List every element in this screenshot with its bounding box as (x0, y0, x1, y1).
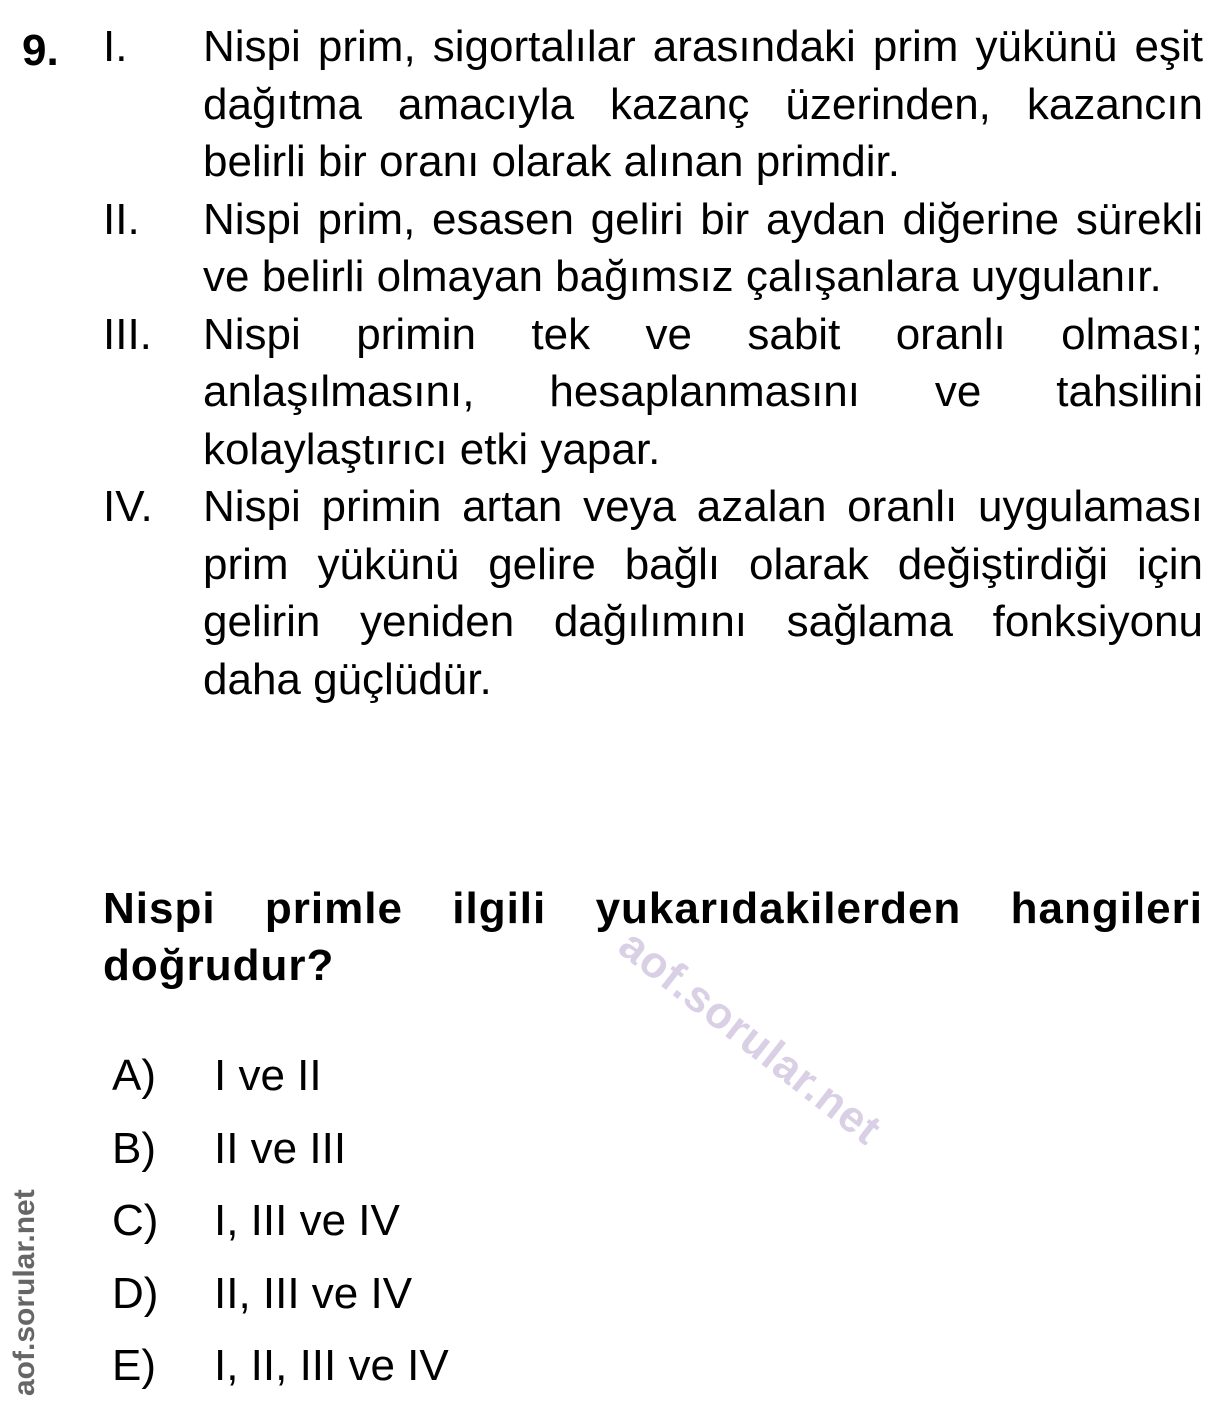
question-prompt: Nispi primle ilgili yukarıdakilerden hangileri doğrudur? (103, 884, 1203, 990)
statement-text: Nispi prim, sigortalılar arasındaki prim yükünü eşit dağıtma amacıyla kazanç üzerinden, kazancın belirli bir oranı olarak alınan primdir. (203, 22, 1203, 186)
answer-option-d[interactable] (112, 1258, 449, 1331)
statement-text: Nispi primin artan veya azalan oranlı uygulaması prim yükünü gelire bağlı olarak değiştirdiği için gelirin yeniden dağılımını sağlama fonksiyonu daha güçlüdür. (203, 482, 1203, 704)
statement-text: Nispi primin tek ve sabit oranlı olması; anlaşılmasını, hesaplanmasını ve tahsilini kolaylaştırıcı etki yapar. (203, 309, 1203, 474)
answer-option-c[interactable] (112, 1185, 449, 1258)
option-text: I, III ve IV (214, 1196, 400, 1245)
statement-numeral: I. (103, 22, 128, 71)
side-watermark: aof.sorular.net (8, 1189, 41, 1396)
option-text: I, II, III ve IV (214, 1341, 449, 1390)
answer-options (112, 1040, 449, 1403)
option-letter: A) (112, 1051, 156, 1100)
statement-numeral: IV. (103, 482, 153, 531)
statement-item (103, 306, 1203, 479)
statement-text: Nispi prim, esasen geliri bir aydan diğerine sürekli ve belirli olmayan bağımsız çalışanlara uygulanır. (203, 194, 1203, 301)
statement-item (103, 18, 1203, 191)
option-letter: C) (112, 1196, 159, 1245)
diagonal-watermark: aof.sorular.net (609, 920, 891, 1155)
option-text: II, III ve IV (214, 1268, 413, 1318)
option-letter: B) (112, 1123, 156, 1173)
statement-list (103, 18, 1203, 708)
statement-numeral: III. (103, 309, 152, 359)
answer-option-a[interactable] (112, 1040, 449, 1113)
statement-item (103, 478, 1203, 708)
answer-option-b[interactable] (112, 1113, 449, 1186)
statement-numeral: II. (103, 194, 140, 244)
option-letter: D) (112, 1268, 159, 1318)
option-letter: E) (112, 1341, 156, 1390)
option-text: II ve III (214, 1123, 347, 1173)
answer-option-e[interactable] (112, 1330, 449, 1403)
question-number: 9. (22, 26, 59, 75)
statement-item (103, 191, 1203, 306)
option-text: I ve II (214, 1051, 322, 1100)
